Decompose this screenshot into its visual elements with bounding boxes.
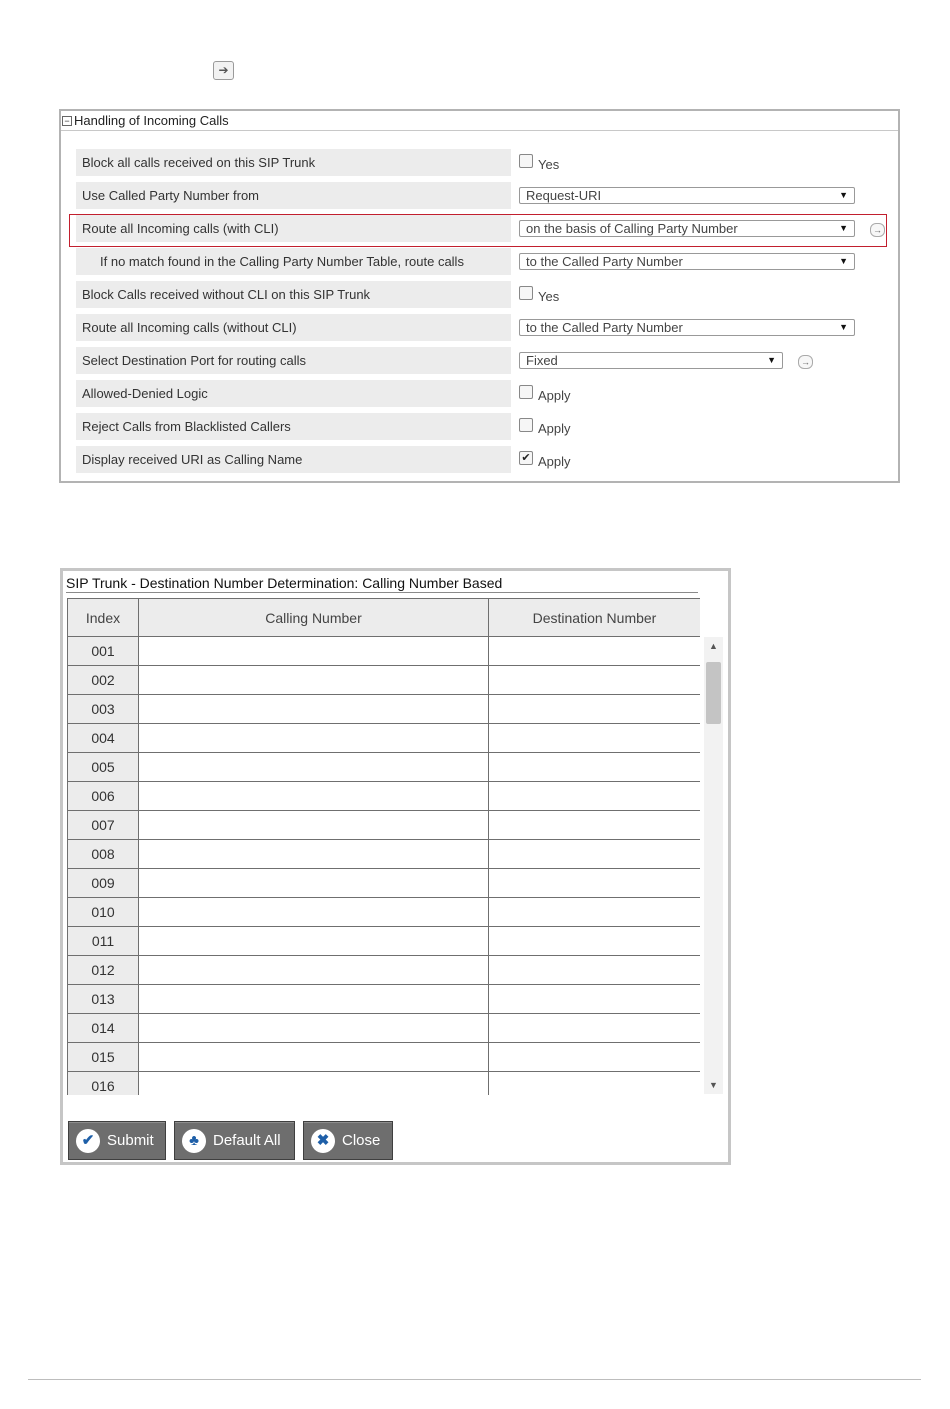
row-index: 010 [68,898,139,927]
setting-label: Block Calls received without CLI on this SIP Trunk [76,281,511,308]
dropdown-arrow-icon: ▼ [839,256,848,266]
scroll-thumb[interactable] [706,662,721,724]
table-row [68,1014,701,1043]
setting-label: Use Called Party Number from [76,182,511,209]
table-row [68,985,701,1014]
destination-number-cell[interactable] [489,1043,701,1072]
close-button[interactable] [303,1121,393,1160]
incoming-calls-header[interactable] [61,111,898,131]
destination-number-header: Destination Number [489,599,701,637]
row-index: 011 [68,927,139,956]
destination-number-cell[interactable] [489,956,701,985]
setting-row-block-all-calls-received-on-this-sip-tru [76,149,886,178]
calling-number-cell[interactable] [139,985,489,1014]
destination-number-cell[interactable] [489,782,701,811]
collapse-icon[interactable]: − [62,116,72,126]
checkbox[interactable] [519,286,533,300]
setting-label: Display received URI as Calling Name [76,446,511,473]
table-row [68,724,701,753]
dropdown-arrow-icon: ▼ [839,190,848,200]
setting-label: Allowed-Denied Logic [76,380,511,407]
calling-number-cell[interactable] [139,724,489,753]
calling-number-cell[interactable] [139,1014,489,1043]
destination-number-cell[interactable] [489,666,701,695]
calling-number-cell[interactable] [139,637,489,666]
close-button-label: Close [342,1132,381,1149]
row-index: 001 [68,637,139,666]
destination-number-cell[interactable] [489,840,701,869]
table-row [68,1043,701,1072]
calling-number-cell[interactable] [139,869,489,898]
destination-number-cell[interactable] [489,898,701,927]
destination-table-title: SIP Trunk - Destination Number Determination: Calling Number Based [66,573,698,593]
calling-number-cell[interactable] [139,811,489,840]
table-row [68,753,701,782]
scroll-up-icon[interactable]: ▲ [709,641,718,651]
destination-number-cell[interactable] [489,869,701,898]
table-row [68,1072,701,1096]
setting-row-route-all-incoming-calls-without-cli [76,314,886,343]
table-row [68,927,701,956]
calling-number-cell[interactable] [139,1072,489,1096]
select-value: Request-URI [526,188,602,203]
destination-number-cell[interactable] [489,985,701,1014]
row-index: 006 [68,782,139,811]
goto-arrow-icon[interactable]: → [870,223,885,237]
setting-label: If no match found in the Calling Party Number Table, route calls [76,248,511,275]
destination-table-panel [60,568,731,1165]
destination-number-cell[interactable] [489,1014,701,1043]
row-index: 016 [68,1072,139,1096]
row-index: 004 [68,724,139,753]
table-row [68,637,701,666]
setting-select[interactable] [519,220,855,237]
table-row [68,782,701,811]
setting-row-display-received-uri-as-calling-name [76,446,886,475]
goto-arrow-icon[interactable]: → [798,355,813,369]
select-value: on the basis of Calling Party Number [526,221,738,236]
row-index: 014 [68,1014,139,1043]
setting-label: Route all Incoming calls (with CLI) [76,215,511,242]
setting-label: Reject Calls from Blacklisted Callers [76,413,511,440]
dropdown-arrow-icon: ▼ [839,223,848,233]
dropdown-arrow-icon: ▼ [839,322,848,332]
setting-select[interactable] [519,319,855,336]
check-icon: ✔ [76,1129,100,1153]
checkbox[interactable] [519,154,533,168]
setting-select[interactable] [519,253,855,270]
destination-number-cell[interactable] [489,927,701,956]
setting-row-route-all-incoming-calls-with-cli [76,215,886,244]
row-index: 003 [68,695,139,724]
checked-checkbox[interactable]: ✔ [519,451,533,465]
setting-row-reject-calls-from-blacklisted-callers [76,413,886,442]
row-index: 005 [68,753,139,782]
setting-select[interactable] [519,187,855,204]
incoming-calls-title: Handling of Incoming Calls [74,113,229,128]
calling-number-cell[interactable] [139,956,489,985]
table-row [68,811,701,840]
checkbox-label: Yes [538,157,560,172]
checkbox[interactable] [519,385,533,399]
row-index: 013 [68,985,139,1014]
table-row [68,666,701,695]
scroll-down-icon[interactable]: ▼ [709,1080,718,1090]
calling-number-cell[interactable] [139,782,489,811]
calling-number-cell[interactable] [139,753,489,782]
cloud-icon: ♣ [182,1129,206,1153]
checkbox-label: Yes [538,289,560,304]
table-row [68,695,701,724]
checkbox-label: Apply [538,421,571,436]
calling-number-cell[interactable] [139,695,489,724]
setting-label: Block all calls received on this SIP Trunk [76,149,511,176]
table-row [68,869,701,898]
setting-row-select-destination-port-for-routing-call [76,347,886,376]
calling-number-cell[interactable] [139,840,489,869]
select-value: Fixed [526,353,558,368]
row-index: 009 [68,869,139,898]
setting-row-allowed-denied-logic [76,380,886,409]
select-value: to the Called Party Number [526,320,683,335]
calling-number-cell[interactable] [139,1043,489,1072]
setting-select[interactable] [519,352,783,369]
checkbox-label: Apply [538,454,571,469]
calling-number-cell[interactable] [139,927,489,956]
select-value: to the Called Party Number [526,254,683,269]
submit-button-label: Submit [107,1132,154,1149]
destination-number-cell[interactable] [489,811,701,840]
calling-number-cell[interactable] [139,666,489,695]
table-row [68,898,701,927]
incoming-calls-panel [59,109,900,483]
index-header: Index [68,599,139,637]
destination-number-cell[interactable] [489,695,701,724]
close-icon: ✖ [311,1129,335,1153]
arrow-right-icon[interactable]: ➔ [213,61,234,80]
setting-row-use-called-party-number-from [76,182,886,211]
destination-number-cell[interactable] [489,753,701,782]
table-row [68,956,701,985]
calling-number-header: Calling Number [139,599,489,637]
default-all-button[interactable] [174,1121,295,1160]
destination-table-body [68,637,701,1096]
table-scroll-area [67,598,700,1095]
checkbox[interactable] [519,418,533,432]
row-index: 015 [68,1043,139,1072]
calling-number-cell[interactable] [139,898,489,927]
page-divider [28,1379,921,1380]
table-row [68,840,701,869]
row-index: 002 [68,666,139,695]
row-index: 008 [68,840,139,869]
setting-row-block-calls-received-without-cli-on-this [76,281,886,310]
setting-label: Select Destination Port for routing calls [76,347,511,374]
table-scrollbar[interactable] [704,637,723,1094]
dropdown-arrow-icon: ▼ [767,355,776,365]
destination-number-cell[interactable] [489,724,701,753]
destination-number-cell[interactable] [489,1072,701,1096]
default-all-button-label: Default All [213,1132,281,1149]
setting-label: Route all Incoming calls (without CLI) [76,314,511,341]
table-header-row [68,599,701,637]
row-index: 012 [68,956,139,985]
submit-button[interactable] [68,1121,166,1160]
checkbox-label: Apply [538,388,571,403]
setting-row-if-no-match-found-in-the-calling-party-n [76,248,886,277]
destination-table [67,598,700,1095]
row-index: 007 [68,811,139,840]
destination-number-cell[interactable] [489,637,701,666]
